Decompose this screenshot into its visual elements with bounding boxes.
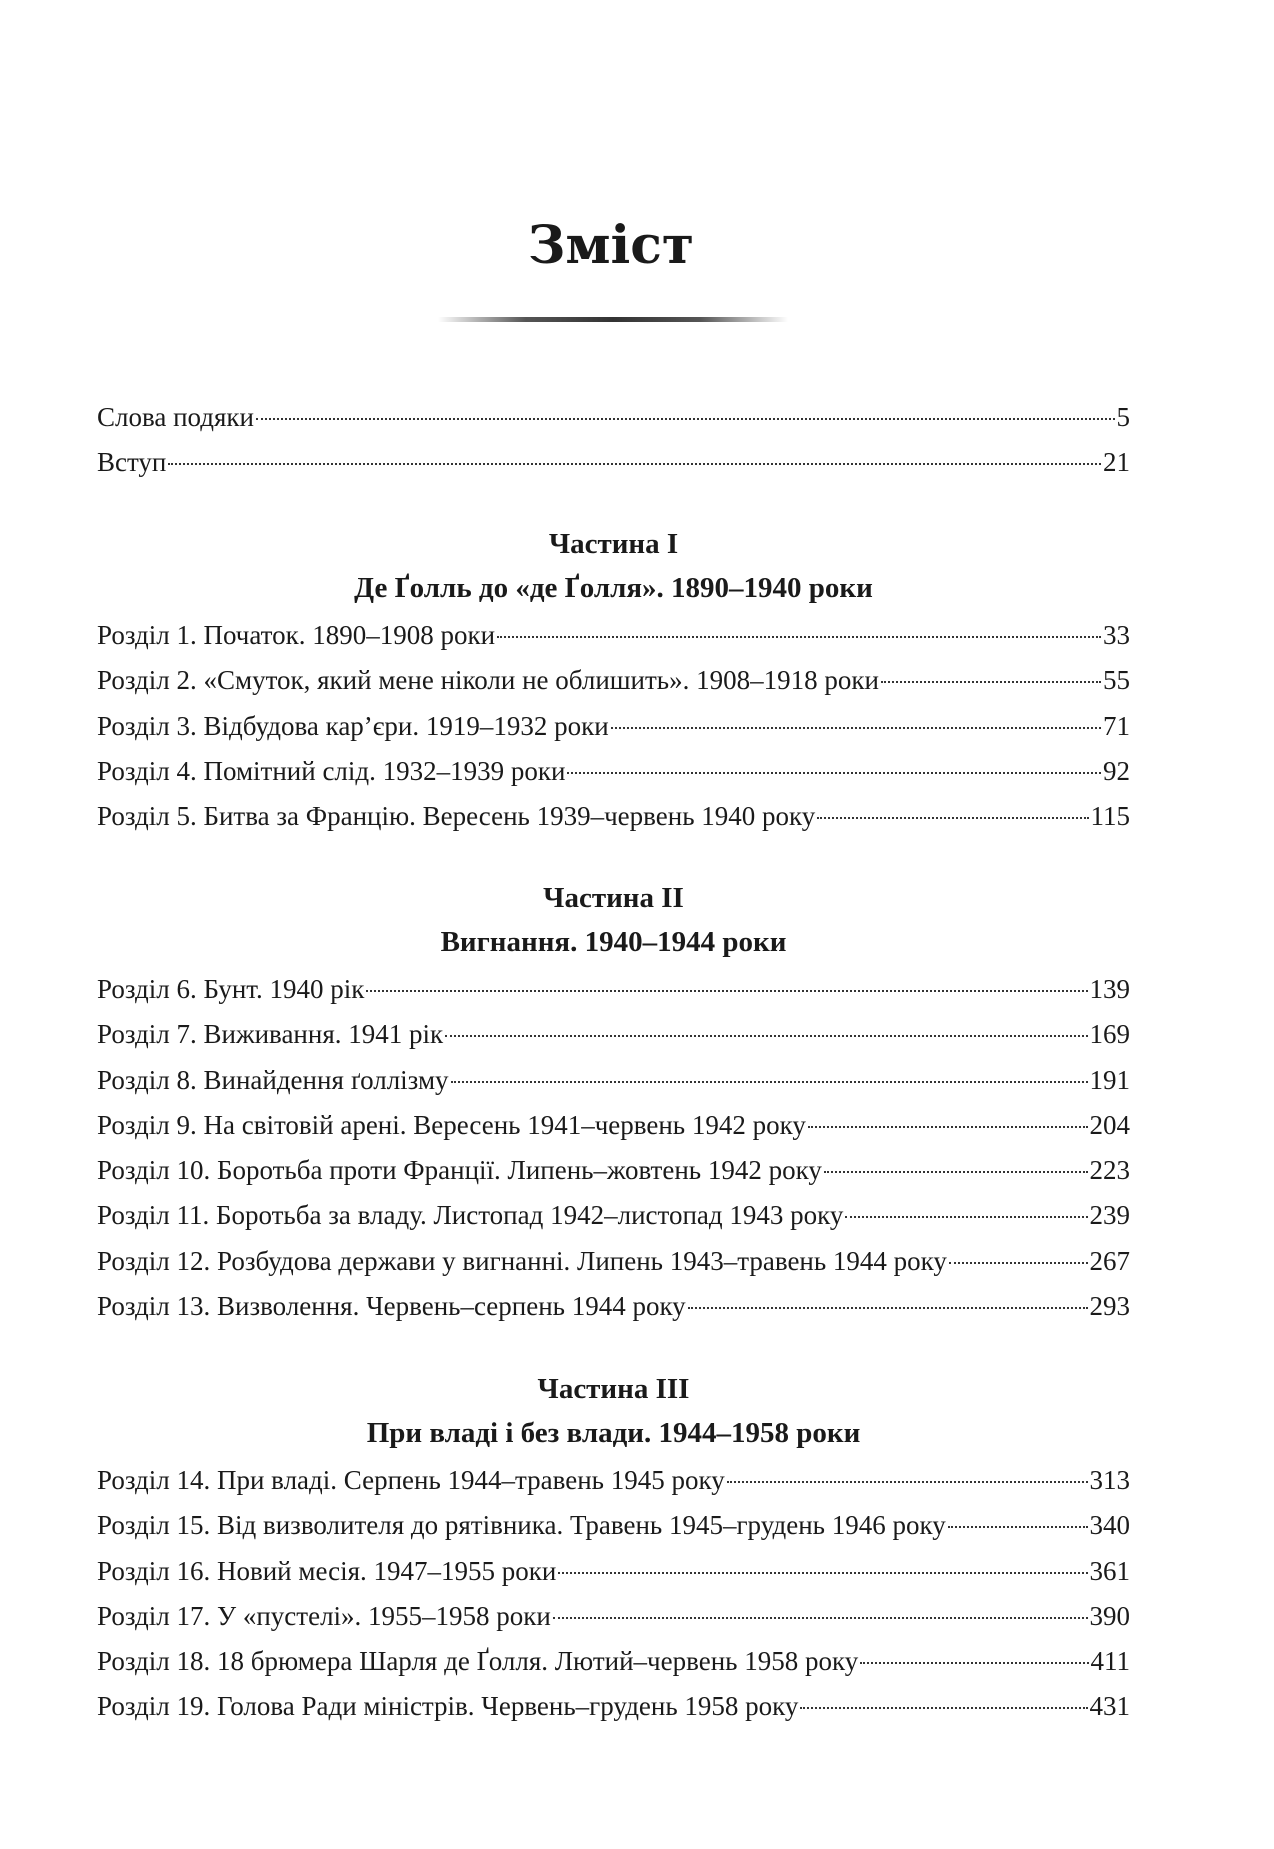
toc-entry (97, 1691, 1130, 1736)
dot-leader (567, 772, 1101, 774)
entry-title: Розділ 1. Початок. 1890–1908 роки (97, 620, 496, 650)
dot-leader (824, 1171, 1088, 1173)
toc-entry (97, 1601, 1130, 1646)
dot-leader (558, 1572, 1087, 1574)
entry-title: Розділ 18. 18 брюмера Шарля де Ґолля. Лютий–червень 1958 року (97, 1646, 859, 1677)
entry-title: Розділ 12. Розбудова держави у вигнанні. Липень 1943–травень 1944 року (97, 1245, 947, 1276)
entry-title: Розділ 17. У «пустелі». 1955–1958 роки (97, 1600, 551, 1631)
page-number: 390 (1089, 1600, 1130, 1631)
dot-leader (845, 1216, 1087, 1218)
entry-title: Розділ 13. Визволення. Червень–серпень 1944 року (97, 1291, 686, 1322)
toc-entry (97, 665, 1130, 710)
dot-leader (497, 636, 1101, 638)
dot-leader (881, 681, 1101, 683)
toc-entry (97, 756, 1130, 801)
toc-entry (97, 447, 1130, 492)
part-heading: Частина I (548, 528, 679, 560)
entry-title: Розділ 2. «Смуток, який мене ніколи не облишить». 1908–1918 роки (97, 665, 879, 696)
toc-entry (97, 1200, 1130, 1245)
entry-title: Розділ 19. Голова Ради міністрів. Червень–грудень 1958 року (97, 1691, 799, 1722)
toc-entry (97, 1019, 1130, 1064)
part-3 (97, 1373, 1130, 1737)
dot-leader (949, 1262, 1088, 1264)
entry-title: Розділ 10. Боротьба проти Франції. Липень–жовтень 1942 року (97, 1155, 822, 1186)
entry-title: Розділ 14. При владі. Серпень 1944–травень 1945 року (97, 1465, 725, 1495)
part-subtitle: При владі і без влади. 1944–1958 роки (366, 1417, 861, 1449)
part-2 (97, 882, 1130, 1336)
entry-title: Розділ 7. Виживання. 1941 рік (97, 1019, 444, 1050)
dot-leader (800, 1707, 1087, 1709)
toc-entry (97, 620, 1130, 665)
part-heading: Частина III (537, 1373, 690, 1405)
page-number: 191 (1089, 1064, 1130, 1095)
dot-leader (817, 817, 1088, 819)
entry-title: Розділ 8. Винайдення ґоллізму (97, 1064, 449, 1095)
toc-entry (97, 1065, 1130, 1110)
entry-title: Розділ 4. Помітний слід. 1932–1939 роки (97, 755, 566, 786)
page-title: Зміст (527, 215, 695, 276)
toc-entry (97, 1556, 1130, 1601)
toc-entry (97, 974, 1130, 1019)
toc-entry (97, 1646, 1130, 1691)
toc-entry (97, 402, 1130, 447)
page-number: 313 (1089, 1465, 1130, 1495)
part-subtitle: Де Ґолль до «де Ґолля». 1890–1940 роки (354, 572, 873, 604)
page-number: 33 (1103, 620, 1130, 650)
toc-entry (97, 1246, 1130, 1291)
page-number: 115 (1090, 801, 1130, 832)
dot-leader (860, 1662, 1088, 1664)
dot-leader (445, 1035, 1087, 1037)
entry-title: Розділ 3. Відбудова кар’єри. 1919–1932 роки (97, 710, 609, 741)
entry-title: Розділ 15. Від визволителя до рятівника. Травень 1945–грудень 1946 року (97, 1510, 946, 1541)
page-number: 431 (1089, 1691, 1130, 1722)
dot-leader (948, 1526, 1088, 1528)
page-number: 169 (1089, 1019, 1130, 1050)
toc-entry (97, 801, 1130, 846)
toc-entry (97, 1110, 1130, 1155)
dot-leader (688, 1307, 1088, 1309)
page-number: 411 (1090, 1646, 1130, 1677)
dot-leader (366, 990, 1087, 992)
entry-title: Розділ 5. Битва за Францію. Вересень 1939–червень 1940 року (97, 801, 816, 832)
entry-title: Розділ 6. Бунт. 1940 рік (97, 974, 365, 1004)
dot-leader (256, 418, 1114, 420)
dot-leader (451, 1081, 1088, 1083)
page-number: 92 (1103, 755, 1130, 786)
dot-leader (808, 1126, 1088, 1128)
part-heading: Частина II (543, 882, 684, 914)
dot-leader (553, 1617, 1088, 1619)
dot-leader (727, 1481, 1088, 1483)
page-number: 267 (1089, 1245, 1130, 1276)
page-number: 239 (1089, 1200, 1130, 1231)
toc-entry (97, 1465, 1130, 1510)
toc-entry (97, 711, 1130, 756)
entry-title: Розділ 11. Боротьба за владу. Листопад 1942–листопад 1943 року (97, 1200, 844, 1231)
page-number: 223 (1089, 1155, 1130, 1186)
entry-title: Слова подяки (97, 402, 255, 432)
page-number: 5 (1116, 402, 1130, 432)
front-matter (97, 402, 1130, 493)
entry-title: Розділ 16. Новий месія. 1947–1955 роки (97, 1555, 557, 1586)
dot-leader (611, 727, 1101, 729)
entry-title: Розділ 9. На світовій арені. Вересень 1941–червень 1942 року (97, 1109, 806, 1140)
page-number: 21 (1103, 447, 1130, 478)
page-number: 71 (1103, 710, 1130, 741)
part-1 (97, 528, 1130, 846)
dot-leader (168, 463, 1101, 465)
page-number: 204 (1089, 1109, 1130, 1140)
page-number: 361 (1089, 1555, 1130, 1586)
toc-entry (97, 1291, 1130, 1336)
toc-entry (97, 1155, 1130, 1200)
toc-entry (97, 1510, 1130, 1555)
page-number: 139 (1089, 974, 1130, 1004)
page-number: 55 (1103, 665, 1130, 696)
part-subtitle: Вигнання. 1940–1944 роки (440, 926, 787, 958)
page-number: 293 (1089, 1291, 1130, 1322)
entry-title: Вступ (97, 447, 167, 478)
title-divider (438, 317, 788, 322)
page-number: 340 (1089, 1510, 1130, 1541)
